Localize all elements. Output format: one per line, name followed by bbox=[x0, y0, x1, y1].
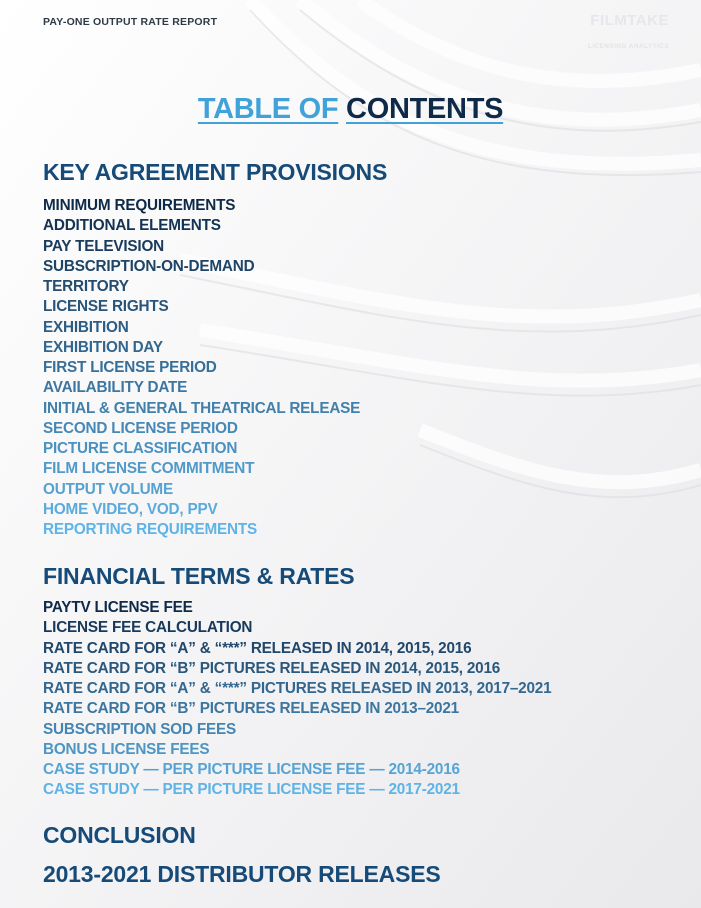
brand-name: FILMTAKE bbox=[590, 12, 669, 29]
section-heading-releases[interactable]: 2013-2021 DISTRIBUTOR RELEASES bbox=[43, 861, 441, 887]
toc-item[interactable]: LICENSE FEE CALCULATION bbox=[43, 619, 253, 637]
toc-list-key-agreement bbox=[43, 196, 360, 540]
toc-item[interactable]: FIRST LICENSE PERIOD bbox=[43, 359, 217, 376]
toc-item[interactable]: PAYTV LICENSE FEE bbox=[43, 599, 193, 616]
section-heading-conclusion[interactable]: CONCLUSION bbox=[43, 822, 196, 848]
toc-item[interactable]: RATE CARD FOR “A” & “***” RELEASED IN 2014, 2015, 2016 bbox=[43, 639, 472, 657]
toc-item[interactable]: PAY TELEVISION bbox=[43, 237, 165, 255]
toc-item[interactable]: REPORTING REQUIREMENTS bbox=[43, 521, 258, 538]
section-heading-key-agreement: KEY AGREEMENT PROVISIONS bbox=[43, 159, 388, 185]
toc-item[interactable]: AVAILABILITY DATE bbox=[43, 379, 188, 397]
section-heading-financial: FINANCIAL TERMS & RATES bbox=[43, 563, 355, 589]
toc-item[interactable]: MINIMUM REQUIREMENTS bbox=[43, 197, 236, 214]
toc-title bbox=[0, 93, 701, 126]
toc-title-word-2: CONTENTS bbox=[346, 93, 504, 125]
brand-tagline: LICENSING ANALYTICS bbox=[587, 43, 669, 50]
toc-title-word-1: TABLE OF bbox=[197, 93, 339, 125]
toc-item[interactable]: FILM LICENSE COMMITMENT bbox=[43, 460, 255, 478]
toc-item[interactable]: LICENSE RIGHTS bbox=[43, 298, 169, 316]
toc-item[interactable]: INITIAL & GENERAL THEATRICAL RELEASE bbox=[43, 399, 361, 417]
toc-item[interactable]: EXHIBITION DAY bbox=[43, 338, 163, 356]
toc-list-financial bbox=[43, 598, 551, 801]
toc-item[interactable]: SECOND LICENSE PERIOD bbox=[43, 419, 238, 437]
brand-logo bbox=[588, 12, 669, 50]
toc-item[interactable]: ADDITIONAL ELEMENTS bbox=[43, 217, 221, 235]
toc-item[interactable]: CASE STUDY — PER PICTURE LICENSE FEE — 2014-2016 bbox=[43, 761, 460, 778]
toc-item[interactable]: TERRITORY bbox=[43, 278, 129, 295]
toc-item[interactable]: RATE CARD FOR “A” & “***” PICTURES RELEASED IN 2013, 2017–2021 bbox=[43, 680, 552, 697]
toc-item[interactable]: RATE CARD FOR “B” PICTURES RELEASED IN 2014, 2015, 2016 bbox=[43, 659, 501, 677]
toc-item[interactable]: SUBSCRIPTION SOD FEES bbox=[43, 720, 236, 738]
report-title: PAY-ONE OUTPUT RATE REPORT bbox=[43, 16, 218, 28]
toc-item[interactable]: CASE STUDY — PER PICTURE LICENSE FEE — 2017-2021 bbox=[43, 781, 460, 799]
toc-item[interactable]: RATE CARD FOR “B” PICTURES RELEASED IN 2013–2021 bbox=[43, 700, 459, 718]
toc-item[interactable]: OUTPUT VOLUME bbox=[43, 480, 173, 498]
toc-item[interactable]: SUBSCRIPTION-ON-DEMAND bbox=[43, 257, 255, 275]
toc-item[interactable]: EXHIBITION bbox=[43, 318, 129, 336]
toc-item[interactable]: PICTURE CLASSIFICATION bbox=[43, 440, 238, 457]
toc-item[interactable]: HOME VIDEO, VOD, PPV bbox=[43, 500, 218, 518]
toc-item[interactable]: BONUS LICENSE FEES bbox=[43, 740, 210, 758]
